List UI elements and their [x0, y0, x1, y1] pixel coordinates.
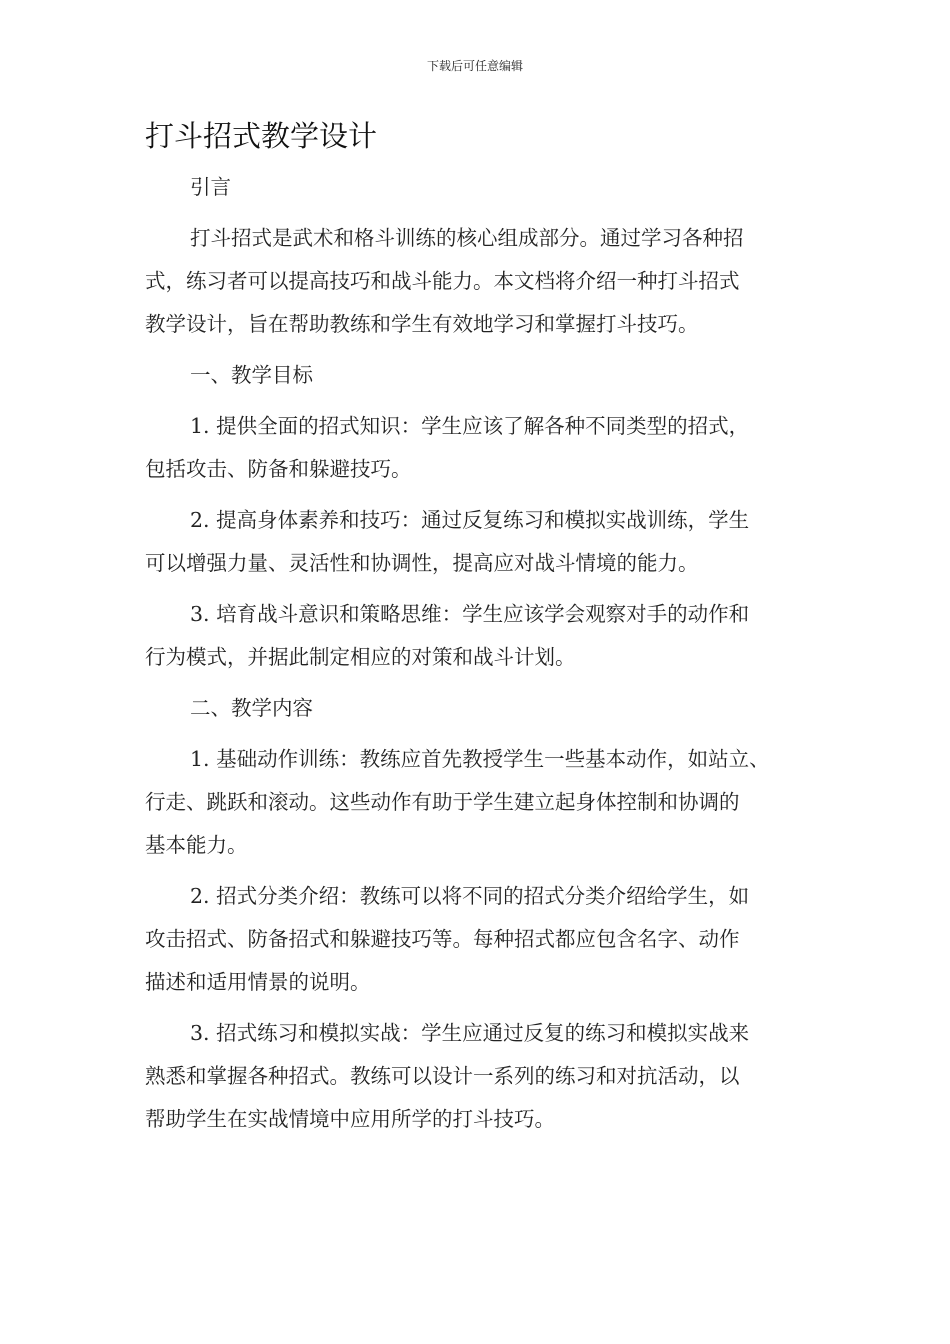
text-line: 基本能力。	[145, 833, 248, 857]
text-line: 引言	[190, 175, 231, 199]
text-line: 包括攻击、防备和躲避技巧。	[145, 457, 412, 481]
document-body	[145, 166, 815, 1149]
page-title: 打斗招式教学设计	[145, 119, 378, 153]
header-note: 下载后可任意编辑	[426, 59, 523, 73]
text-line: 攻击招式、防备招式和躲避技巧等。每种招式都应包含名字、动作	[145, 927, 740, 951]
text-line: 3. 培育战斗意识和策略思维：学生应该学会观察对手的动作和	[190, 602, 750, 626]
section-heading-goals	[145, 354, 815, 397]
text-line: 2. 招式分类介绍：教练可以将不同的招式分类介绍给学生，如	[190, 884, 750, 908]
list-item-goal-2	[145, 499, 815, 585]
text-line: 一、教学目标	[190, 363, 313, 387]
text-line: 熟悉和掌握各种招式。教练可以设计一系列的练习和对抗活动，以	[145, 1064, 740, 1088]
text-line: 2. 提高身体素养和技巧：通过反复练习和模拟实战训练，学生	[190, 508, 750, 532]
list-item-content-1	[145, 738, 815, 867]
list-item-content-2	[145, 875, 815, 1004]
section-heading-content	[145, 687, 815, 730]
text-line: 可以增强力量、灵活性和协调性，提高应对战斗情境的能力。	[145, 551, 699, 575]
list-item-goal-1	[145, 405, 815, 491]
list-item-content-3	[145, 1012, 815, 1141]
text-line: 1. 基础动作训练：教练应首先教授学生一些基本动作，如站立、	[190, 747, 770, 771]
text-line: 3. 招式练习和模拟实战：学生应通过反复的练习和模拟实战来	[190, 1021, 750, 1045]
text-line: 行为模式，并据此制定相应的对策和战斗计划。	[145, 645, 576, 669]
text-line: 行走、跳跃和滚动。这些动作有助于学生建立起身体控制和协调的	[145, 790, 740, 814]
text-line: 打斗招式是武术和格斗训练的核心组成部分。通过学习各种招	[190, 226, 744, 250]
text-line: 帮助学生在实战情境中应用所学的打斗技巧。	[145, 1107, 555, 1131]
text-line: 二、教学内容	[190, 696, 313, 720]
text-line: 式，练习者可以提高技巧和战斗能力。本文档将介绍一种打斗招式	[145, 269, 740, 293]
paragraph-intro	[145, 217, 815, 346]
paragraph-intro-heading	[145, 166, 815, 209]
text-line: 描述和适用情景的说明。	[145, 970, 371, 994]
text-line: 教学设计，旨在帮助教练和学生有效地学习和掌握打斗技巧。	[145, 312, 699, 336]
list-item-goal-3	[145, 593, 815, 679]
text-line: 1. 提供全面的招式知识：学生应该了解各种不同类型的招式，	[190, 414, 750, 438]
